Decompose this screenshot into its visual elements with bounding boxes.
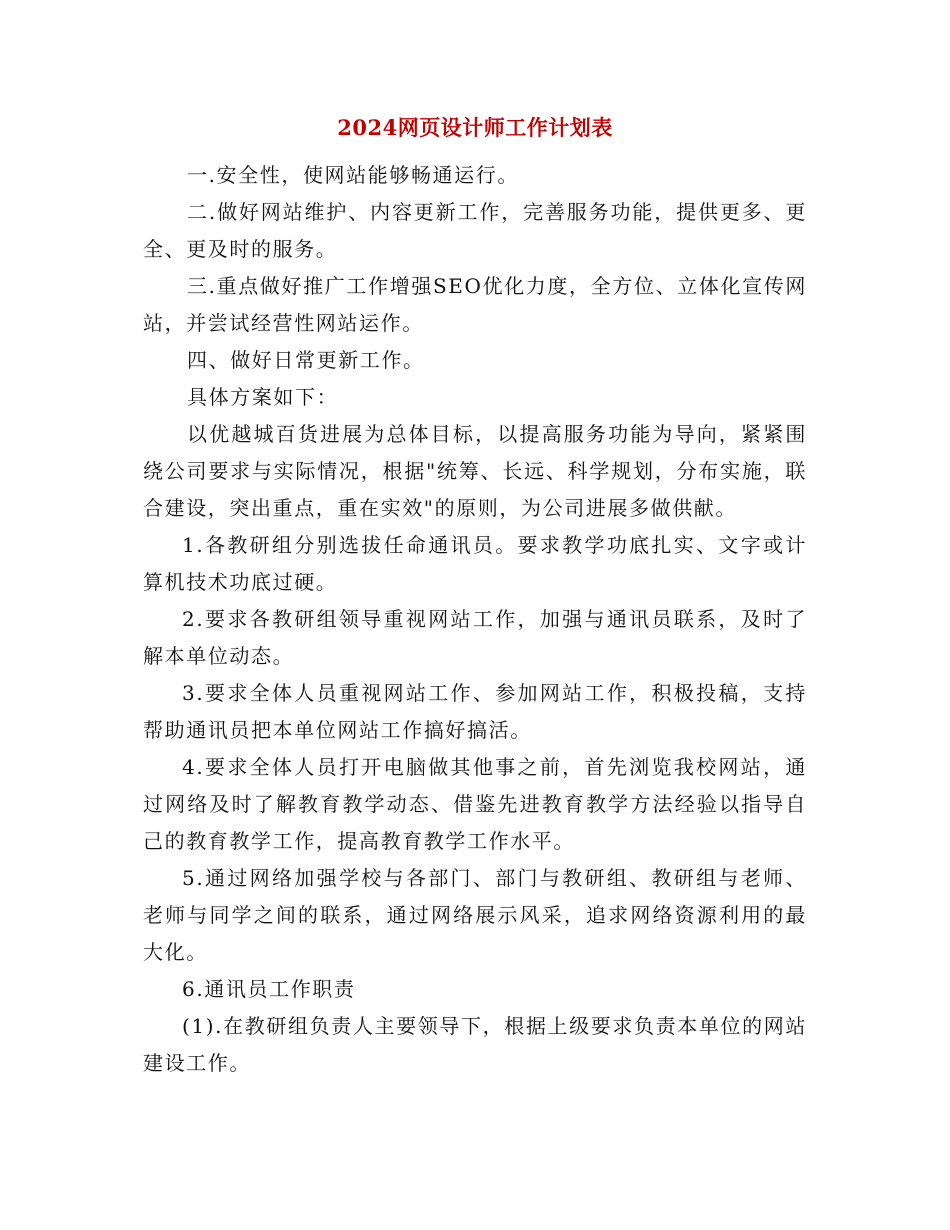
paragraph-promotion: 三.重点做好推广工作增强SEO优化力度，全方位、立体化宣传网站，并尝试经营性网站运作。 xyxy=(143,274,807,335)
paragraph-item-2: 2.要求各教研组领导重视网站工作，加强与通讯员联系，及时了解本单位动态。 xyxy=(143,607,807,668)
paragraph-security: 一.安全性，使网站能够畅通运行。 xyxy=(187,163,519,187)
paragraph-item-4: 4.要求全体人员打开电脑做其他事之前，首先浏览我校网站，通过网络及时了解教育教学动态、借鉴先进教育教学方法经验以指导自己的教育教学工作，提高教育教学工作水平。 xyxy=(143,755,807,853)
paragraph-item-6-sub-1: (1).在教研组负责人主要领导下，根据上级要求负责本单位的网站建设工作。 xyxy=(143,1014,807,1075)
document-title: 2024网页设计师工作计划表 xyxy=(337,115,613,140)
paragraph-daily-update: 四、做好日常更新工作。 xyxy=(187,348,425,372)
paragraph-item-3: 3.要求全体人员重视网站工作、参加网站工作，积极投稿，支持帮助通讯员把本单位网站工作搞好搞活。 xyxy=(143,681,807,742)
paragraph-maintenance: 二.做好网站维护、内容更新工作，完善服务功能，提供更多、更全、更及时的服务。 xyxy=(143,200,807,261)
paragraph-item-6: 6.通讯员工作职责 xyxy=(182,977,356,1001)
paragraph-plan-heading: 具体方案如下： xyxy=(187,385,339,409)
paragraph-item-5: 5.通过网络加强学校与各部门、部门与教研组、教研组与老师、老师与同学之间的联系，通过网络展示风采，追求网络资源利用的最大化。 xyxy=(143,866,807,964)
document-body xyxy=(143,157,807,1082)
paragraph-overall-goal: 以优越城百货进展为总体目标，以提高服务功能为导向，紧紧围绕公司要求与实际情况，根据"统筹、长远、科学规划，分布实施，联合建设，突出重点，重在实效"的原则，为公司进展多做供献。 xyxy=(143,422,807,520)
paragraph-item-1: 1.各教研组分别选拔任命通讯员。要求教学功底扎实、文字或计算机技术功底过硬。 xyxy=(143,533,807,594)
